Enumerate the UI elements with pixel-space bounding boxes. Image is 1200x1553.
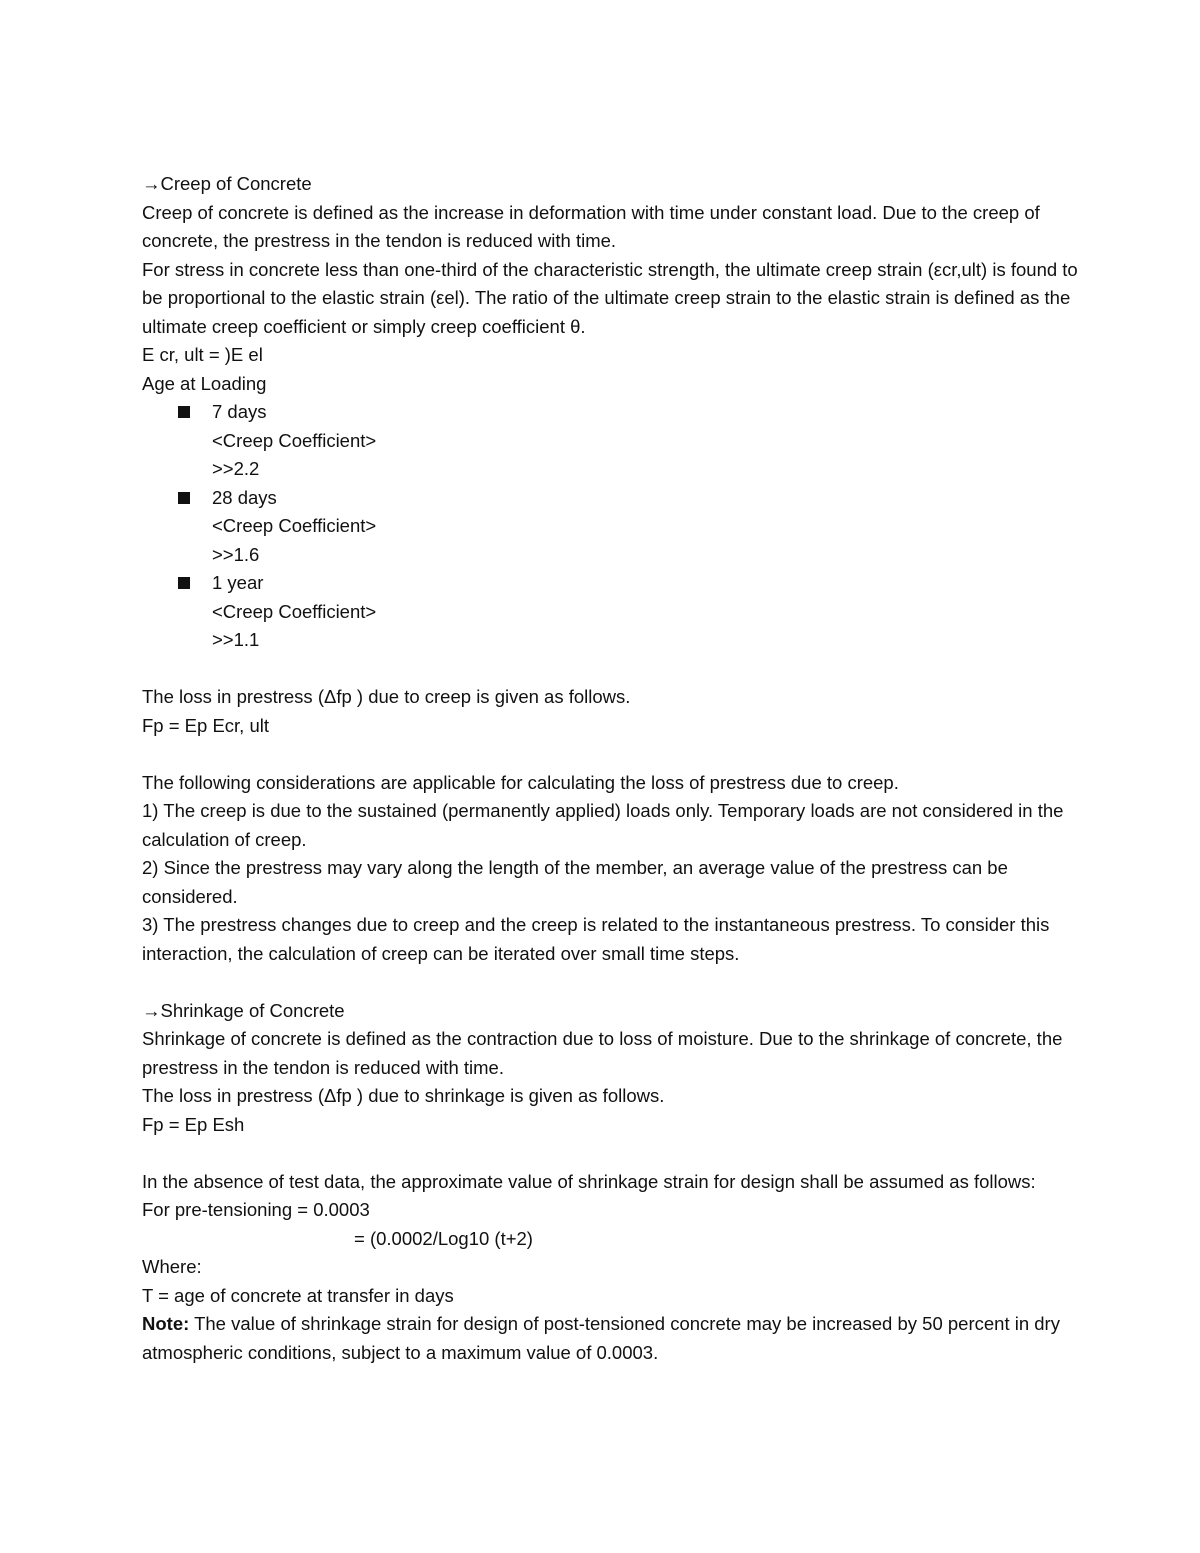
consideration-text: The prestress changes due to creep and the creep is related to the instantaneous prestress. To consider this interaction, the calculation of creep can be iterated over small time steps.	[142, 914, 1050, 964]
arrow-right-icon: →	[142, 173, 161, 194]
consideration-number: 2)	[142, 857, 159, 878]
spacer	[142, 1139, 1082, 1168]
pre-tensioning-value: For pre-tensioning = 0.0003	[142, 1199, 370, 1220]
consideration-1	[142, 797, 1082, 854]
considerations-intro: The following considerations are applicable for calculating the loss of prestress due to creep.	[142, 771, 899, 793]
note-label: Note:	[142, 1313, 190, 1334]
creep-coefficient-value: >>1.1	[212, 629, 260, 650]
square-bullet-icon	[178, 577, 190, 589]
shrinkage-definition: Shrinkage of concrete is defined as the contraction due to loss of moisture. Due to the shrinkage of concrete, the prestress in the tendon is reduced with time.	[142, 1028, 1063, 1078]
shrinkage-loss-text: The loss in prestress (Δfp ) due to shrinkage is given as follows.	[142, 1085, 665, 1106]
creep-coefficient-label: <Creep Coefficient>	[212, 515, 377, 536]
age-value: 1 year	[212, 572, 264, 593]
creep-strain-paragraph: For stress in concrete less than one-third of the characteristic strength, the ultimate creep strain (εcr,ult) is found to be proportional to the elastic strain (εel). The ratio of the ultimate creep strain to the elastic strain is defined as the ultimate creep coefficient or simply creep coefficient θ.	[142, 258, 1078, 337]
absence-of-test-data-text: In the absence of test data, the approximate value of shrinkage strain for design shall be assumed as follows:	[142, 1170, 1036, 1192]
creep-coefficient-value: >>2.2	[212, 458, 260, 479]
note-text: The value of shrinkage strain for design of post-tensioned concrete may be increased by 50 percent in dry atmospheric conditions, subject to a maximum value of 0.0003.	[142, 1313, 1060, 1363]
consideration-text: The creep is due to the sustained (permanently applied) loads only. Temporary loads are not considered in the calculation of creep.	[142, 800, 1064, 850]
shrinkage-heading	[142, 997, 1082, 1026]
spacer	[142, 740, 1082, 769]
age-item-7-days	[142, 398, 1082, 484]
note	[142, 1310, 1082, 1367]
age-value: 28 days	[212, 486, 277, 508]
creep-loss-text: The loss in prestress (Δfp ) due to creep is given as follows.	[142, 686, 631, 707]
creep-heading-text: Creep of Concrete	[160, 173, 312, 194]
where-label: Where:	[142, 1256, 202, 1277]
document-page	[142, 170, 1082, 1367]
post-tensioning-formula: = (0.0002/Log10 (t+2)	[354, 1227, 533, 1249]
creep-coefficient-label: <Creep Coefficient>	[212, 429, 377, 451]
square-bullet-icon	[178, 492, 190, 504]
age-item-1-year	[142, 569, 1082, 655]
age-item-28-days	[142, 484, 1082, 570]
square-bullet-icon	[178, 406, 190, 418]
creep-coefficient-value: >>1.6	[212, 543, 260, 565]
consideration-2	[142, 854, 1082, 911]
arrow-right-icon: →	[142, 999, 161, 1021]
shrinkage-loss-formula: Fp = Ep Esh	[142, 1113, 245, 1135]
consideration-3	[142, 911, 1082, 968]
creep-loss-formula: Fp = Ep Ecr, ult	[142, 714, 269, 736]
creep-coefficient-label: <Creep Coefficient>	[212, 600, 377, 622]
spacer	[142, 968, 1082, 997]
consideration-number: 1)	[142, 800, 159, 821]
creep-formula: E cr, ult = )E el	[142, 344, 263, 365]
age-at-loading-label: Age at Loading	[142, 372, 267, 394]
creep-heading	[142, 170, 1082, 199]
creep-definition: Creep of concrete is defined as the increase in deformation with time under constant load. Due to the creep of concrete, the prestress in the tendon is reduced with time.	[142, 201, 1040, 251]
t-definition: T = age of concrete at transfer in days	[142, 1284, 454, 1306]
consideration-text: Since the prestress may vary along the length of the member, an average value of the prestress can be considered.	[142, 857, 1008, 907]
age-value: 7 days	[212, 401, 267, 422]
consideration-number: 3)	[142, 914, 159, 935]
spacer	[142, 655, 1082, 684]
shrinkage-heading-text: Shrinkage of Concrete	[160, 999, 345, 1021]
